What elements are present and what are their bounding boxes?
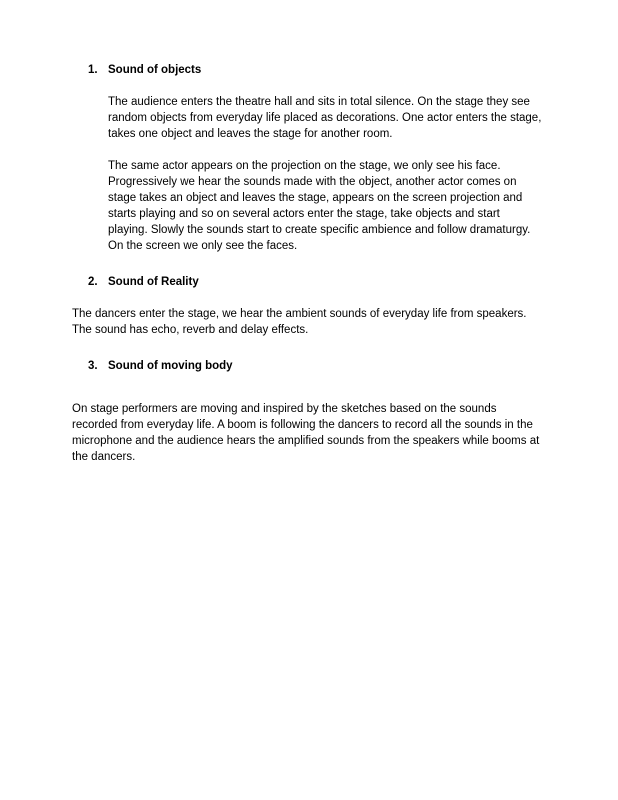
list-number: 2. [88, 276, 98, 288]
section-heading-text: Sound of Reality [108, 276, 199, 288]
paragraph: The dancers enter the stage, we hear the ambient sounds of everyday life from speakers. The sound has echo, reverb and delay effects. [72, 308, 527, 336]
list-number: 3. [88, 360, 98, 372]
section-heading-3 [72, 358, 542, 374]
paragraph: The same actor appears on the projection on the stage, we only see his face. Progressively we hear the sounds made with the object, another actor comes on stage takes an object and leaves the stage, appears on the screen projection and starts playing and so on several actors enter the stage, take objects and start playing. Slowly the sounds start to create specific ambience and follow dramaturgy. On the screen we only see the faces. [108, 160, 531, 252]
section-heading-1 [72, 62, 542, 78]
section-heading-2 [72, 274, 542, 290]
section-heading-text: Sound of objects [108, 64, 202, 76]
section-heading-text: Sound of moving body [108, 360, 233, 372]
paragraph: On stage performers are moving and inspired by the sketches based on the sounds recorded from everyday life. A boom is following the dancers to record all the sounds in the microphone and the audience hears the amplified sounds from the speakers while booms at the dancers. [72, 403, 540, 463]
list-number: 1. [88, 64, 98, 76]
paragraph: The audience enters the theatre hall and sits in total silence. On the stage they see random objects from everyday life placed as decorations. One actor enters the stage, takes one object and leaves the stage for another room. [108, 96, 542, 140]
